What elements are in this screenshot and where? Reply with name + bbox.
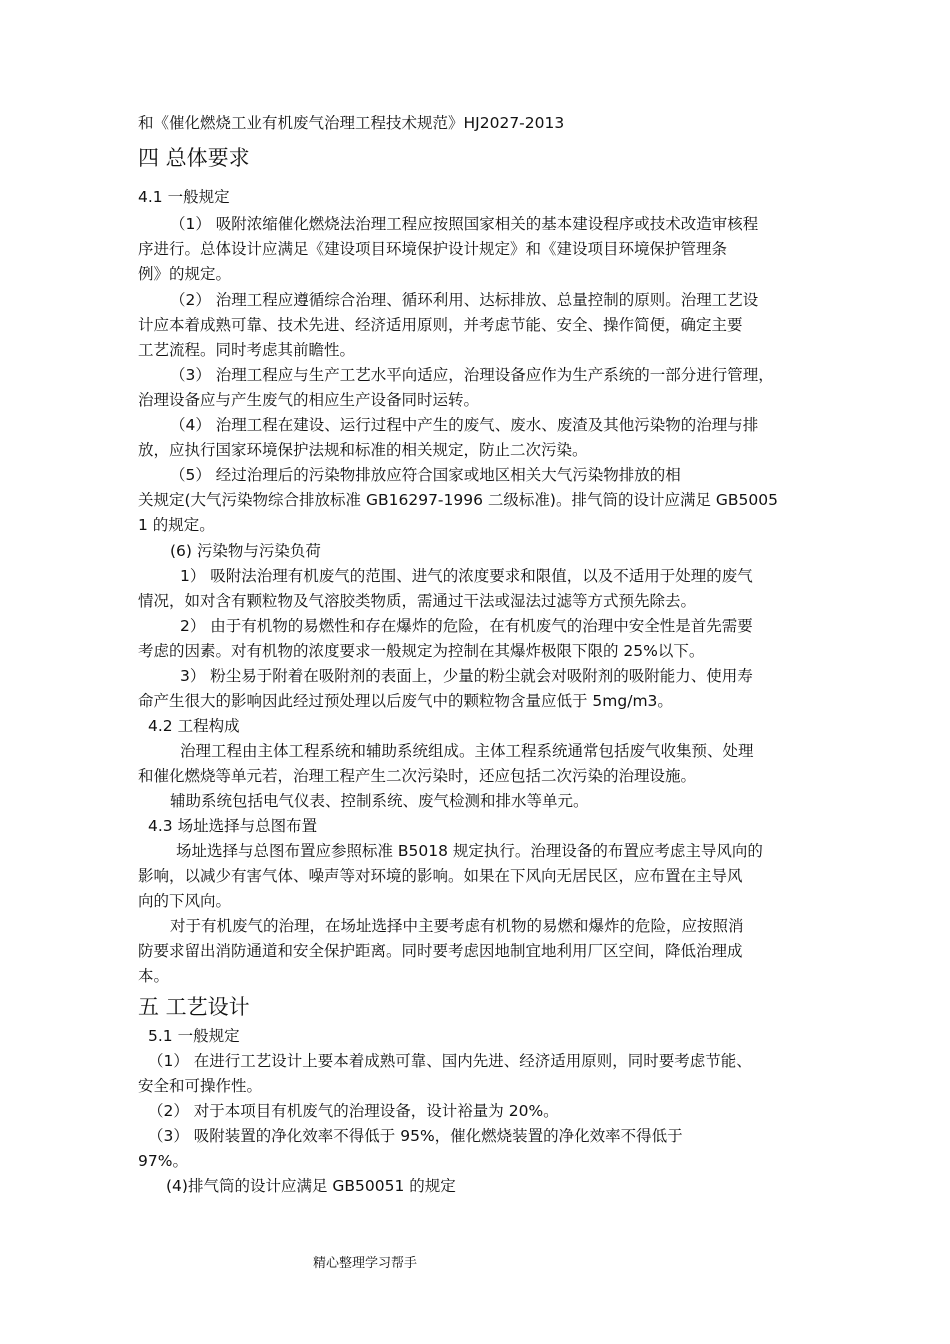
paragraph-line: 和催化燃烧等单元若，治理工程产生二次污染时，还应包括二次污染的治理设施。 [138, 767, 697, 785]
paragraph-line: (4)排气筒的设计应满足 GB50051 的规定 [166, 1177, 456, 1195]
paragraph-line: 97%。 [138, 1152, 188, 1170]
paragraph-line: （3） 治理工程应与生产工艺水平向适应，治理设备应作为生产系统的一部分进行管理， [170, 366, 774, 384]
paragraph-line: （1） 在进行工艺设计上要本着成熟可靠、国内先进、经济适用原则，同时要考虑节能、 [148, 1052, 752, 1070]
paragraph-line: (6) 污染物与污染负荷 [170, 542, 321, 560]
paragraph-line: 计应本着成熟可靠、技术先进、经济适用原则，并考虑节能、安全、操作简便，确定主要 [138, 316, 743, 334]
paragraph-line: 例》的规定。 [138, 265, 232, 283]
paragraph-line: 治理工程由主体工程系统和辅助系统组成。主体工程系统通常包括废气收集预、处理 [180, 742, 754, 760]
paragraph-line: 放，应执行国家环境保护法规和标准的相关规定，防止二次污染。 [138, 441, 588, 459]
paragraph-line: 命产生很大的影响因此经过预处理以后废气中的颗粒物含量应低于 5mg/m3。 [138, 692, 673, 710]
page-footer: 精心整理学习帮手 [313, 1256, 418, 1271]
subsection-heading-4-1: 4.1 一般规定 [138, 188, 230, 206]
paragraph-line: 3） 粉尘易于附着在吸附剂的表面上，少量的粉尘就会对吸附剂的吸附能力、使用寿 [180, 667, 753, 685]
paragraph-line: （2） 治理工程应遵循综合治理、循环利用、达标排放、总量控制的原则。治理工艺设 [170, 291, 759, 309]
paragraph-line: 1 的规定。 [138, 516, 215, 534]
paragraph-line: 工艺流程。同时考虑其前瞻性。 [138, 341, 356, 359]
paragraph-line: （3） 吸附装置的净化效率不得低于 95%，催化燃烧装置的净化效率不得低于 [148, 1127, 683, 1145]
paragraph-line: 本。 [138, 967, 170, 985]
paragraph-line: 辅助系统包括电气仪表、控制系统、废气检测和排水等单元。 [170, 792, 589, 810]
paragraph-line: （5） 经过治理后的污染物排放应符合国家或地区相关大气污染物排放的相 [170, 466, 681, 484]
subsection-heading-5-1: 5.1 一般规定 [148, 1027, 240, 1045]
paragraph-line: 影响，以减少有害气体、噪声等对环境的影响。如果在下风向无居民区，应布置在主导风 [138, 867, 743, 885]
subsection-heading-4-2: 4.2 工程构成 [148, 717, 240, 735]
paragraph-line: （2） 对于本项目有机废气的治理设备，设计裕量为 20%。 [148, 1102, 559, 1120]
paragraph-line: 序进行。总体设计应满足《建设项目环境保护设计规定》和《建设项目环境保护管理条 [138, 240, 728, 258]
paragraph-line: 对于有机废气的治理，在场址选择中主要考虑有机物的易燃和爆炸的危险，应按照消 [170, 917, 744, 935]
paragraph-line: （1） 吸附浓缩催化燃烧法治理工程应按照国家相关的基本建设程序或技术改造审核程 [170, 215, 759, 233]
paragraph-line: 2） 由于有机物的易燃性和存在爆炸的危险，在有机废气的治理中安全性是首先需要 [180, 617, 753, 635]
section-heading-4: 四 总体要求 [138, 146, 250, 170]
paragraph-line: 考虑的因素。对有机物的浓度要求一般规定为控制在其爆炸极限下限的 25%以下。 [138, 642, 705, 660]
paragraph-line: 治理设备应与产生废气的相应生产设备同时运转。 [138, 391, 480, 409]
paragraph-line: （4） 治理工程在建设、运行过程中产生的废气、废水、废渣及其他污染物的治理与排 [170, 416, 759, 434]
paragraph-line: 防要求留出消防通道和安全保护距离。同时要考虑因地制宜地利用厂区空间，降低治理成 [138, 942, 743, 960]
subsection-heading-4-3: 4.3 场址选择与总图布置 [148, 817, 318, 835]
paragraph-line: 安全和可操作性。 [138, 1077, 263, 1095]
paragraph-line: 场址选择与总图布置应参照标准 B5018 规定执行。治理设备的布置应考虑主导风向的 [176, 842, 763, 860]
section-heading-5: 五 工艺设计 [138, 995, 250, 1019]
paragraph-line: 1） 吸附法治理有机废气的范围、进气的浓度要求和限值，以及不适用于处理的废气 [180, 567, 753, 585]
intro-line: 和《催化燃烧工业有机废气治理工程技术规范》HJ2027-2013 [138, 114, 565, 132]
paragraph-line: 关规定(大气污染物综合排放标准 GB16297-1996 二级标准)。排气筒的设计应满足 GB5005 [138, 491, 778, 509]
paragraph-line: 向的下风向。 [138, 892, 232, 910]
paragraph-line: 情况，如对含有颗粒物及气溶胶类物质，需通过干法或湿法过滤等方式预先除去。 [138, 592, 697, 610]
